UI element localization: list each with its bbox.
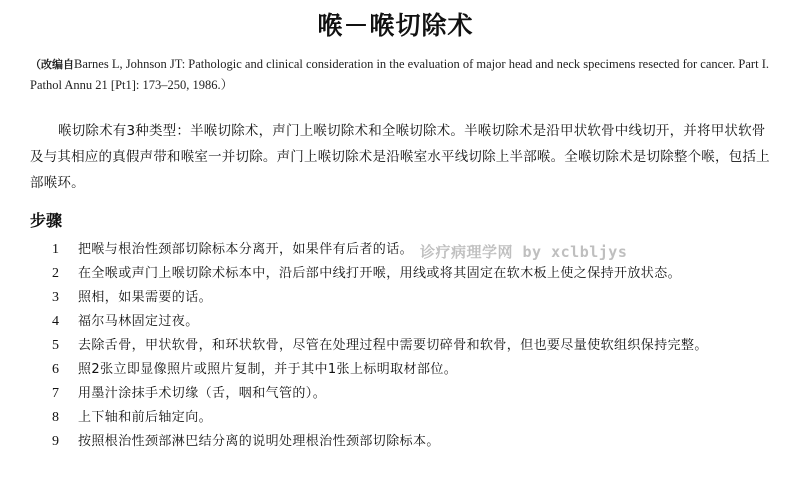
step-item: [52, 238, 772, 262]
step-number: 6: [52, 362, 59, 377]
step-number: 9: [52, 434, 59, 449]
intro-paragraph: 喉切除术有3种类型：半喉切除术，声门上喉切除术和全喉切除术。半喉切除术是沿甲状软骨中线切开，并将甲状软骨及与其相应的真假声带和喉室一并切除。声门上喉切除术是沿喉室水平线切除上半部喉。全喉切除术是切除整个喉，包括上部喉环。: [30, 123, 770, 191]
watermark: 诊疗病理学网 by xclbljys: [420, 243, 628, 261]
step-text: 去除舌骨，甲状软骨，和环状软骨，尽管在处理过程中需要切碎骨和软骨，但也要尽量使软组织保持完整。: [78, 338, 708, 353]
step-number: 3: [52, 290, 59, 305]
step-item: [52, 358, 772, 382]
step-item: [52, 430, 772, 454]
step-text: 照2张立即显像照片或照片复制，并于其中1张上标明取材部位。: [78, 362, 458, 377]
step-number: 8: [52, 410, 59, 425]
step-text: 把喉与根治性颈部切除标本分离开，如果伴有后者的话。: [78, 242, 414, 257]
step-number: 7: [52, 386, 59, 401]
step-item: [52, 262, 772, 286]
step-number: 2: [52, 266, 59, 281]
step-item: [52, 406, 772, 430]
step-item: [52, 382, 772, 406]
step-text: 福尔马林固定过夜。: [78, 314, 199, 329]
step-item: [52, 334, 772, 358]
step-number: 5: [52, 338, 59, 353]
step-number: 4: [52, 314, 59, 329]
step-text: 用墨汁涂抹手术切缘（舌，咽和气管的）。: [78, 386, 327, 401]
step-item: [52, 286, 772, 310]
steps-list: [52, 238, 772, 454]
page-title: 喉－喉切除术: [317, 11, 474, 40]
citation-text: Barnes L, Johnson JT: Pathologic and clinical consideration in the evaluation of major head and neck specimens resected for cancer. Part I. Pathol Annu 21 [Pt1]: 173–250, 1986.）: [30, 57, 769, 92]
step-text: 上下轴和前后轴定向。: [78, 410, 213, 425]
citation-prefix: （改编自: [30, 58, 74, 71]
step-text: 在全喉或声门上喉切除术标本中，沿后部中线打开喉，用线或将其固定在软木板上使之保持开放状态。: [78, 266, 682, 281]
step-number: 1: [52, 242, 59, 257]
step-text: 按照根治性颈部淋巴结分离的说明处理根治性颈部切除标本。: [78, 434, 440, 449]
citation: [30, 54, 770, 96]
step-item: [52, 310, 772, 334]
steps-heading: 步骤: [30, 211, 63, 230]
step-text: 照相，如果需要的话。: [78, 290, 213, 305]
